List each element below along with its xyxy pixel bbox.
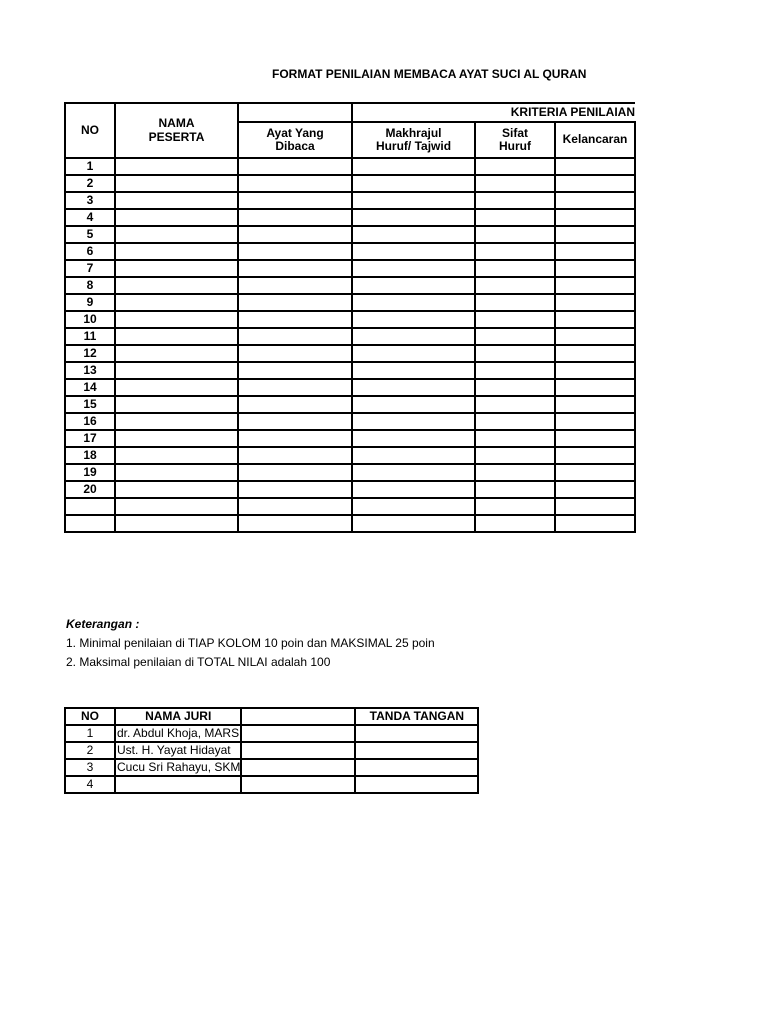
nama-peserta-cell xyxy=(115,209,238,226)
row-no: 12 xyxy=(65,345,115,362)
juri-no: 3 xyxy=(65,759,115,776)
sifat-cell xyxy=(475,464,555,481)
sifat-cell xyxy=(475,294,555,311)
nama-peserta-cell xyxy=(115,175,238,192)
peserta-row xyxy=(65,379,635,396)
juri-blank-cell xyxy=(241,742,355,759)
sifat-cell xyxy=(475,243,555,260)
notes-label xyxy=(66,617,139,631)
page-title: FORMAT PENILAIAN MEMBACA AYAT SUCI AL QURAN xyxy=(272,67,587,81)
ayat-cell xyxy=(238,447,352,464)
juri-header-tanda-tangan: TANDA TANGAN xyxy=(355,708,478,725)
row-no xyxy=(65,498,115,515)
makhrajul-cell xyxy=(352,481,475,498)
ayat-cell xyxy=(238,362,352,379)
juri-row xyxy=(65,742,478,759)
kelancaran-cell xyxy=(555,311,635,328)
keterangan-label: Keterangan : xyxy=(66,617,140,631)
juri-tanda-tangan-cell xyxy=(355,742,478,759)
juri-blank-cell xyxy=(241,725,355,742)
header-sifat-line2: Huruf xyxy=(499,139,531,153)
kelancaran-cell xyxy=(555,379,635,396)
nama-peserta-cell xyxy=(115,277,238,294)
makhrajul-cell xyxy=(352,413,475,430)
peserta-row xyxy=(65,481,635,498)
main-table-body xyxy=(65,158,635,532)
peserta-row xyxy=(65,447,635,464)
ayat-cell xyxy=(238,464,352,481)
header-sifat-line1: Sifat xyxy=(501,125,528,140)
juri-no: 1 xyxy=(65,725,115,742)
nama-peserta-cell xyxy=(115,447,238,464)
kelancaran-cell xyxy=(555,260,635,277)
row-no: 7 xyxy=(65,260,115,277)
header-blank xyxy=(238,103,352,122)
juri-row xyxy=(65,776,478,793)
row-no: 16 xyxy=(65,413,115,430)
penilaian-table xyxy=(64,102,636,533)
kelancaran-cell xyxy=(555,175,635,192)
ayat-cell xyxy=(238,515,352,532)
kelancaran-cell xyxy=(555,515,635,532)
makhrajul-cell xyxy=(352,464,475,481)
row-no: 1 xyxy=(65,158,115,175)
sifat-cell xyxy=(475,345,555,362)
ayat-cell xyxy=(238,158,352,175)
ayat-cell xyxy=(238,498,352,515)
peserta-row xyxy=(65,311,635,328)
peserta-row xyxy=(65,328,635,345)
makhrajul-cell xyxy=(352,515,475,532)
nama-peserta-cell xyxy=(115,345,238,362)
sifat-cell xyxy=(475,498,555,515)
juri-tanda-tangan-cell xyxy=(355,759,478,776)
makhrajul-cell xyxy=(352,396,475,413)
ayat-cell xyxy=(238,243,352,260)
juri-row xyxy=(65,725,478,742)
row-no: 9 xyxy=(65,294,115,311)
juri-no: 2 xyxy=(65,742,115,759)
peserta-row xyxy=(65,277,635,294)
peserta-row xyxy=(65,243,635,260)
juri-tanda-tangan-cell xyxy=(355,725,478,742)
note-line-2: 2. Maksimal penilaian di TOTAL NILAI adalah 100 xyxy=(66,655,331,669)
header-makhrajul-line1: Makhrajul xyxy=(385,125,442,140)
ayat-cell xyxy=(238,175,352,192)
makhrajul-cell xyxy=(352,277,475,294)
ayat-cell xyxy=(238,260,352,277)
kelancaran-cell xyxy=(555,362,635,379)
nama-peserta-cell xyxy=(115,362,238,379)
makhrajul-cell xyxy=(352,209,475,226)
peserta-row xyxy=(65,430,635,447)
kelancaran-cell xyxy=(555,328,635,345)
nama-peserta-cell xyxy=(115,328,238,345)
juri-nama: dr. Abdul Khoja, MARS xyxy=(115,725,241,742)
ayat-cell xyxy=(238,226,352,243)
kelancaran-cell xyxy=(555,464,635,481)
header-nama-line2: PESERTA xyxy=(148,129,205,144)
header-kriteria-penilaian: KRITERIA PENILAIAN xyxy=(352,103,635,122)
row-no: 11 xyxy=(65,328,115,345)
kelancaran-cell xyxy=(555,277,635,294)
peserta-row xyxy=(65,192,635,209)
juri-tanda-tangan-cell xyxy=(355,776,478,793)
sifat-cell xyxy=(475,209,555,226)
peserta-row xyxy=(65,498,635,515)
kelancaran-cell xyxy=(555,209,635,226)
sifat-cell xyxy=(475,311,555,328)
peserta-row xyxy=(65,294,635,311)
peserta-row xyxy=(65,515,635,532)
juri-nama xyxy=(115,776,241,793)
sifat-cell xyxy=(475,413,555,430)
ayat-cell xyxy=(238,413,352,430)
peserta-row xyxy=(65,362,635,379)
ayat-cell xyxy=(238,277,352,294)
nama-peserta-cell xyxy=(115,379,238,396)
header-kelancaran: Kelancaran xyxy=(555,122,635,158)
nama-peserta-cell xyxy=(115,498,238,515)
sifat-cell xyxy=(475,447,555,464)
kelancaran-cell xyxy=(555,243,635,260)
sifat-cell xyxy=(475,430,555,447)
row-no: 8 xyxy=(65,277,115,294)
peserta-row xyxy=(65,464,635,481)
sifat-cell xyxy=(475,192,555,209)
nama-peserta-cell xyxy=(115,260,238,277)
juri-table xyxy=(64,707,479,794)
row-no: 5 xyxy=(65,226,115,243)
peserta-row xyxy=(65,413,635,430)
header-ayat-line2: Dibaca xyxy=(275,139,315,153)
header-nama-peserta xyxy=(115,103,238,158)
row-no: 18 xyxy=(65,447,115,464)
makhrajul-cell xyxy=(352,226,475,243)
peserta-row xyxy=(65,345,635,362)
nama-peserta-cell xyxy=(115,430,238,447)
makhrajul-cell xyxy=(352,260,475,277)
row-no: 17 xyxy=(65,430,115,447)
peserta-row xyxy=(65,209,635,226)
header-makhrajul-huruf xyxy=(352,122,475,158)
peserta-row xyxy=(65,260,635,277)
row-no: 14 xyxy=(65,379,115,396)
nama-peserta-cell xyxy=(115,158,238,175)
header-nama-line1: NAMA xyxy=(158,116,195,131)
kelancaran-cell xyxy=(555,158,635,175)
kelancaran-cell xyxy=(555,447,635,464)
header-ayat-yang-dibaca xyxy=(238,122,352,158)
ayat-cell xyxy=(238,396,352,413)
makhrajul-cell xyxy=(352,328,475,345)
makhrajul-cell xyxy=(352,192,475,209)
ayat-cell xyxy=(238,328,352,345)
peserta-row xyxy=(65,396,635,413)
nama-peserta-cell xyxy=(115,226,238,243)
sifat-cell xyxy=(475,277,555,294)
juri-header-blank xyxy=(241,708,355,725)
note-line-1: 1. Minimal penilaian di TIAP KOLOM 10 poin dan MAKSIMAL 25 poin xyxy=(66,636,435,650)
sifat-cell xyxy=(475,515,555,532)
header-no: NO xyxy=(65,103,115,158)
sifat-cell xyxy=(475,362,555,379)
row-no: 4 xyxy=(65,209,115,226)
ayat-cell xyxy=(238,294,352,311)
makhrajul-cell xyxy=(352,175,475,192)
makhrajul-cell xyxy=(352,362,475,379)
ayat-cell xyxy=(238,311,352,328)
sifat-cell xyxy=(475,260,555,277)
juri-row xyxy=(65,759,478,776)
nama-peserta-cell xyxy=(115,464,238,481)
sifat-cell xyxy=(475,175,555,192)
kelancaran-cell xyxy=(555,413,635,430)
sifat-cell xyxy=(475,396,555,413)
ayat-cell xyxy=(238,209,352,226)
makhrajul-cell xyxy=(352,294,475,311)
peserta-row xyxy=(65,175,635,192)
juri-no: 4 xyxy=(65,776,115,793)
kelancaran-cell xyxy=(555,481,635,498)
nama-peserta-cell xyxy=(115,294,238,311)
nama-peserta-cell xyxy=(115,396,238,413)
sifat-cell xyxy=(475,481,555,498)
kelancaran-cell xyxy=(555,226,635,243)
ayat-cell xyxy=(238,379,352,396)
ayat-cell xyxy=(238,345,352,362)
header-ayat-line1: Ayat Yang xyxy=(266,125,324,140)
kelancaran-cell xyxy=(555,430,635,447)
kelancaran-cell xyxy=(555,294,635,311)
juri-nama: Ust. H. Yayat Hidayat xyxy=(115,742,241,759)
nama-peserta-cell xyxy=(115,311,238,328)
nama-peserta-cell xyxy=(115,481,238,498)
makhrajul-cell xyxy=(352,243,475,260)
makhrajul-cell xyxy=(352,158,475,175)
peserta-row xyxy=(65,158,635,175)
juri-header-nama: NAMA JURI xyxy=(115,708,241,725)
nama-peserta-cell xyxy=(115,515,238,532)
peserta-row xyxy=(65,226,635,243)
row-no: 6 xyxy=(65,243,115,260)
sifat-cell xyxy=(475,328,555,345)
row-no: 19 xyxy=(65,464,115,481)
sifat-cell xyxy=(475,158,555,175)
row-no xyxy=(65,515,115,532)
ayat-cell xyxy=(238,481,352,498)
nama-peserta-cell xyxy=(115,243,238,260)
row-no: 20 xyxy=(65,481,115,498)
kelancaran-cell xyxy=(555,192,635,209)
makhrajul-cell xyxy=(352,379,475,396)
makhrajul-cell xyxy=(352,345,475,362)
makhrajul-cell xyxy=(352,498,475,515)
kelancaran-cell xyxy=(555,498,635,515)
row-no: 15 xyxy=(65,396,115,413)
header-sifat-huruf xyxy=(475,122,555,158)
juri-blank-cell xyxy=(241,759,355,776)
kelancaran-cell xyxy=(555,345,635,362)
nama-peserta-cell xyxy=(115,192,238,209)
juri-nama: Cucu Sri Rahayu, SKM xyxy=(115,759,241,776)
kelancaran-cell xyxy=(555,396,635,413)
row-no: 13 xyxy=(65,362,115,379)
header-makhrajul-line2: Huruf/ Tajwid xyxy=(375,139,452,153)
makhrajul-cell xyxy=(352,430,475,447)
nama-peserta-cell xyxy=(115,413,238,430)
row-no: 2 xyxy=(65,175,115,192)
juri-blank-cell xyxy=(241,776,355,793)
ayat-cell xyxy=(238,192,352,209)
juri-header-no: NO xyxy=(65,708,115,725)
makhrajul-cell xyxy=(352,311,475,328)
row-no: 10 xyxy=(65,311,115,328)
sifat-cell xyxy=(475,226,555,243)
row-no: 3 xyxy=(65,192,115,209)
sifat-cell xyxy=(475,379,555,396)
ayat-cell xyxy=(238,430,352,447)
makhrajul-cell xyxy=(352,447,475,464)
